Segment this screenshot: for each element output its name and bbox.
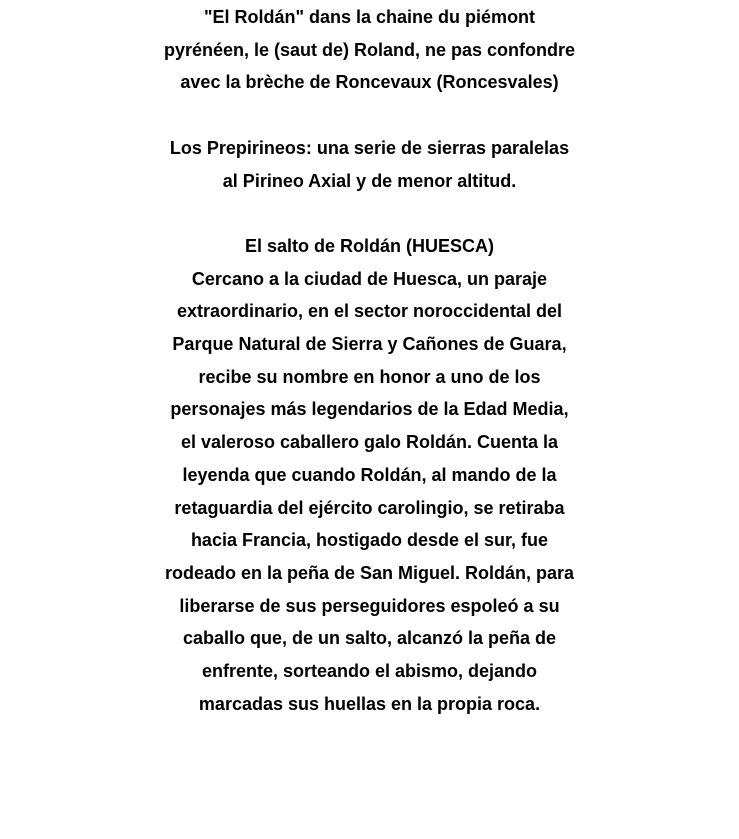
text-line: avec la brèche de Roncevaux (Roncesvales) xyxy=(180,72,559,93)
text-line: el valeroso caballero galo Roldán. Cuenta la xyxy=(180,432,559,453)
text-line: pyrénéen, le (saut de) Roland, ne pas confondre xyxy=(163,39,576,60)
paragraph-salto-de-roldan xyxy=(0,230,739,721)
paragraph-heading: El salto de Roldán (HUESCA) xyxy=(244,235,495,256)
text-line: extraordinario, en el sector noroccidental del xyxy=(176,301,563,322)
text-line: leyenda que cuando Roldán, al mando de la xyxy=(182,464,557,485)
text-line: caballo que, de un salto, alcanzó la peña de xyxy=(182,628,557,649)
text-line: Cercano a la ciudad de Huesca, un paraje xyxy=(191,268,548,289)
text-line: Parque Natural de Sierra y Cañones de Guara, xyxy=(172,334,567,354)
text-line: al Pirineo Axial y de menor altitud. xyxy=(222,170,517,191)
text-line: marcadas sus huellas en la propia roca. xyxy=(198,693,541,714)
text-line: Los Prepirineos: una serie de sierras paralelas xyxy=(169,137,570,158)
paragraph-gap xyxy=(0,197,739,230)
text-line: "El Roldán" dans la chaine du piémont xyxy=(203,7,536,27)
paragraph-gap xyxy=(0,99,739,132)
text-line: hacia Francia, hostigado desde el sur, fue xyxy=(190,530,549,551)
paragraph-prepirineos xyxy=(0,132,739,197)
text-line: enfrente, sorteando el abismo, dejando xyxy=(201,661,538,682)
text-line: personajes más legendarios de la Edad Media, xyxy=(170,399,569,420)
text-line: retaguardia del ejército carolingio, se retiraba xyxy=(174,497,565,518)
text-line: recibe su nombre en honor a uno de los xyxy=(198,366,541,387)
text-line: rodeado en la peña de San Miguel. Roldán, para xyxy=(164,562,575,583)
text-line: liberarse de sus perseguidores espoleó a su xyxy=(179,595,560,616)
paragraph-french-note xyxy=(0,1,739,99)
